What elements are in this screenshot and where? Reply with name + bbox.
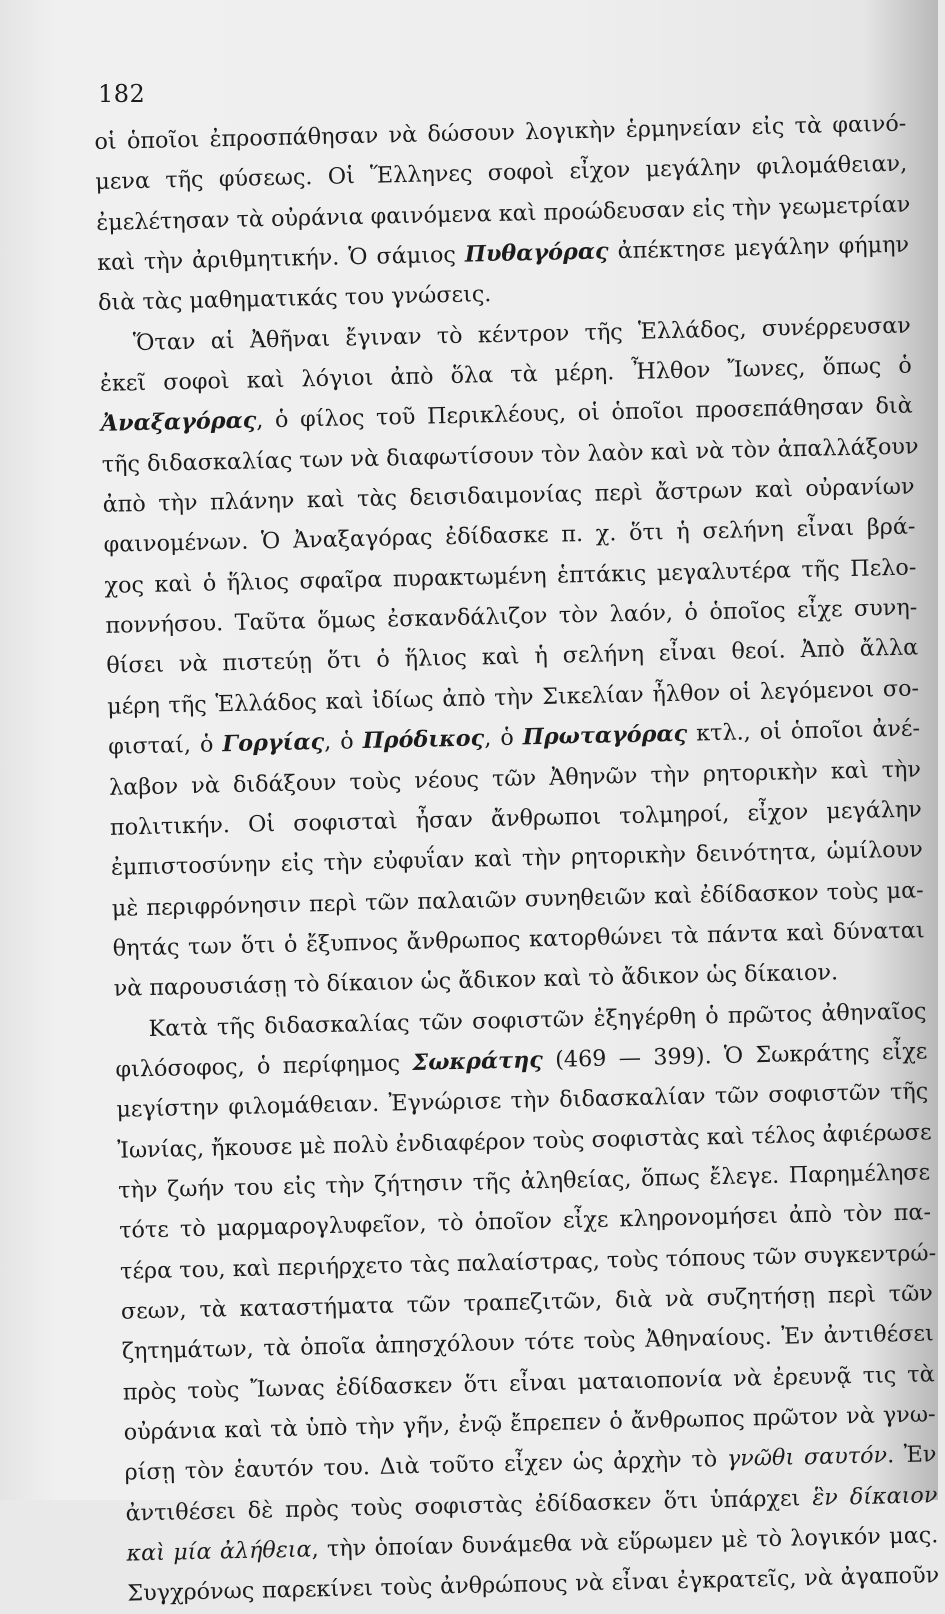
page-number: 182 (98, 80, 146, 108)
text-run: , ὁ φίλος τοῦ Περικλέους, οἱ ὁποῖοι προσεπάθησαν διὰ (255, 392, 913, 434)
text-run: (469 — 399). Ὁ Σωκράτης εἶχε (542, 1038, 928, 1073)
text-run: πρὸς τοὺς Ἴωνας ἐδίδασκεν ὅτι εἶναι ματαιοπονία νὰ ἐρευνᾷ τις τὰ (122, 1360, 935, 1406)
emphasized-name: Ἀναξαγόρας (100, 407, 257, 438)
text-run: τὴν ζωήν του εἰς τὴν ζήτησιν τῆς ἀληθείας, ὅπως ἔλεγε. Παρημέλησε (117, 1159, 931, 1204)
text-run: οἱ ὁποῖοι ἐπροσπάθησαν νὰ δώσουν λογικὴν ἑρμηνείαν εἰς τὰ φαινό- (94, 110, 907, 155)
text-run: χος καὶ ὁ ἥλιος σφαῖρα πυρακτωμένη ἑπτάκις μεγαλυτέρα τῆς Πελο- (104, 554, 917, 599)
text-run: , ὁ (483, 724, 524, 752)
emphasized-name: Σωκράτης (412, 1046, 544, 1076)
text-run: λαβον νὰ διδάξουν τοὺς νέους τῶν Ἀθηνῶν τὴν ρητορικὴν καὶ τὴν (108, 755, 922, 801)
text-run: φαινομένων. Ὁ Ἀναξαγόρας ἐδίδασκε π. χ. ὅτι ἡ σελήνη εἶναι βρά- (103, 513, 916, 559)
text-run: , ὁ (323, 728, 363, 756)
text-run: ἐμελέτησαν τὰ οὐράνια φαινόμενα καὶ προώδευσαν εἰς τὴν γεωμετρίαν (95, 191, 911, 236)
text-run: νὰ παρουσιάσῃ τὸ δίκαιον ὡς ἄδικον καὶ τὸ ἄδικον ὡς δίκαιον. (113, 959, 839, 1002)
text-run: ἀντιθέσει δὲ πρὸς τοὺς σοφιστὰς ἐδίδασκεν ὅτι ὑπάρχει (125, 1484, 813, 1527)
text-run: ἀπὸ τὴν πλάνην καὶ τὰς δεισιδαιμονίας περὶ ἄστρων καὶ οὐρανίων (102, 473, 915, 518)
text-run: . Ἐν (886, 1441, 937, 1469)
text-run: Συγχρόνως παρεκίνει τοὺς ἀνθρώπους νὰ εἶναι ἐγκρατεῖς, νὰ ἀγαποῦν (127, 1562, 940, 1607)
text-run: ἐμπιστοσύνην εἰς τὴν εὐφυΐαν καὶ τὴν ρητορικὴν δεινότητα, ὡμίλουν (110, 836, 924, 881)
italic-phrase: γνῶθι σαυτόν (726, 1442, 888, 1473)
text-run: σεων, τὰ καταστήματα τῶν τραπεζιτῶν, διὰ νὰ συζητήσῃ περὶ τῶν (120, 1280, 934, 1325)
text-run: ἀπέκτησε μεγάλην φήμην (608, 231, 910, 265)
text-run: κτλ., οἱ ὁποῖοι ἀνέ- (686, 715, 921, 747)
text-run: φιλόσοφος, ὁ περίφημος (115, 1049, 413, 1083)
text-run: φισταί, ὁ (107, 731, 223, 760)
emphasized-name: Πρόδικος (362, 725, 485, 755)
text-run: πολιτικήν. Οἱ σοφισταὶ ἦσαν ἄνθρωποι τολμηροί, εἶχον μεγάλην (109, 796, 923, 841)
text-run: ἐκεῖ σοφοὶ καὶ λόγιοι ἀπὸ ὅλα τὰ μέρη. Ἦλθον Ἴωνες, ὅπως ὁ (99, 352, 913, 397)
text-run: διὰ τὰς μαθηματικάς του γνώσεις. (97, 281, 492, 317)
body-text (94, 104, 940, 1614)
text-run: θίσει νὰ πιστεύῃ ὅτι ὁ ἥλιος καὶ ἡ σελήνη εἶναι θεοί. Ἀπὸ ἄλλα (106, 634, 919, 680)
italic-phrase: καὶ μία ἀλήθεια (126, 1536, 312, 1567)
text-run: ζητημάτων, τὰ ὁποῖα ἀπησχόλουν τότε τοὺς Ἀθηναίους. Ἐν ἀντιθέσει (121, 1320, 934, 1365)
text-run: θητάς των ὅτι ὁ ἔξυπνος ἄνθρωπος κατορθώνει τὰ πάντα καὶ δύναται (112, 917, 925, 962)
text-run: ποννήσου. Ταῦτα ὅμως ἐσκανδάλιζον τὸν λαόν, ὁ ὁποῖος εἶχε συνη- (105, 594, 918, 639)
text-run: τῆς διδασκαλίας των νὰ διαφωτίσουν τὸν λαὸν καὶ νὰ τὸν ἀπαλλάξουν (101, 433, 919, 478)
text-run: καὶ τὴν ἀριθμητικήν. Ὁ σάμιος (96, 241, 466, 276)
text-run: ρίσῃ τὸν ἑαυτόν του. Διὰ τοῦτο εἶχεν ὡς ἀρχὴν τὸ (124, 1446, 728, 1486)
text-run: μὲ περιφρόνησιν περὶ τῶν παλαιῶν συνηθειῶν καὶ ἐδίδασκον τοὺς μα- (111, 876, 924, 922)
emphasized-name: Γοργίας (222, 729, 325, 758)
text-run: μέρη τῆς Ἑλλάδος καὶ ἰδίως ἀπὸ τὴν Σικελίαν ἦλθον οἱ λεγόμενοι σο- (106, 675, 920, 720)
text-run: Κατὰ τῆς διδασκαλίας τῶν σοφιστῶν ἐξηγέρθη ὁ πρῶτος ἀθηναῖος (148, 997, 927, 1042)
emphasized-name: Πυθαγόρας (464, 238, 609, 268)
text-run: τέρα του, καὶ περιήρχετο τὰς παλαίστρας, τοὺς τόπους τῶν συγκεντρώ- (119, 1239, 937, 1285)
text-run: μεγίστην φιλομάθειαν. Ἐγνώρισε τὴν διδασκαλίαν τῶν σοφιστῶν τῆς (116, 1078, 929, 1123)
text-run: μενα τῆς φύσεως. Οἱ Ἕλληνες σοφοὶ εἶχον μεγάλην φιλομάθειαν, (95, 150, 908, 196)
text-run: Ἰωνίας, ἤκουσε μὲ πολὺ ἐνδιαφέρον τοὺς σοφιστὰς καὶ τέλος ἀφιέρωσε (117, 1118, 932, 1164)
text-run: Ὅταν αἱ Ἀθῆναι ἔγιναν τὸ κέντρον τῆς Ἑλλάδος, συνέρρευσαν (132, 312, 912, 356)
text-run: οὐράνια καὶ τὰ ὑπὸ τὴν γῆν, ἐνῷ ἔπρεπεν ὁ ἄνθρωπος πρῶτον νὰ γνω- (123, 1401, 936, 1446)
italic-phrase: ἓν δίκαιον (811, 1481, 938, 1511)
text-run: τότε τὸ μαρμαρογλυφεῖον, τὸ ὁποῖον εἶχε κληρονομήσει ἀπὸ τὸν πα- (118, 1199, 932, 1244)
emphasized-name: Πρωταγόρας (522, 720, 688, 751)
text-run: , τὴν ὁποίαν δυνάμεθα νὰ εὕρωμεν μὲ τὸ λογικόν μας. (311, 1522, 939, 1563)
